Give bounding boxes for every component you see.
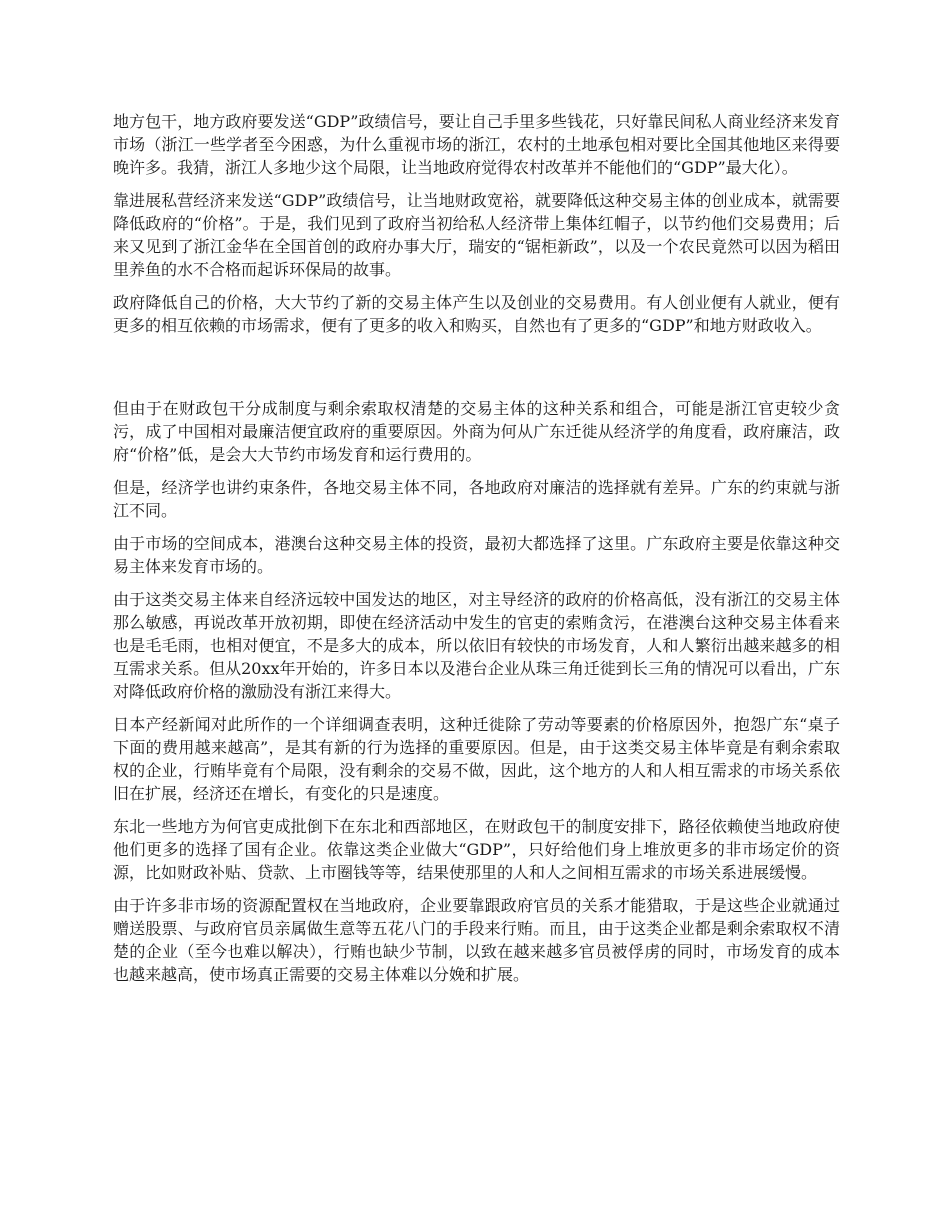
- paragraph-1: 地方包干，地方政府要发送“GDP”政绩信号，要让自己手里多些钱花，只好靠民间私人商业经济来发育市场（浙江一些学者至今困惑，为什么重视市场的浙江，农村的土地承包相对要比全国其他地区来得要晚许多。我猜，浙江人多地少这个局限，让当地政府觉得农村改革并不能他们的“GDP”最大化）。: [113, 112, 840, 177]
- paragraph-10: 由于许多非市场的资源配置权在当地政府，企业要靠跟政府官员的关系才能猎取，于是这些企业就通过赠送股票、与政府官员亲属做生意等五花八门的手段来行贿。而且，由于这类企业都是剩余索取权不清楚的企业（至今也难以解决），行贿也缺少节制，以致在越来越多官员被俘虏的同时，市场发育的成本也越来越高，使市场真正需要的交易主体难以分娩和扩展。: [113, 896, 840, 984]
- paragraph-9: 东北一些地方为何官吏成批倒下在东北和西部地区，在财政包干的制度安排下，路径依赖使当地政府使他们更多的选择了国有企业。依靠这类企业做大“GDP”，只好给他们身上堆放更多的非市场定价的资源，比如财政补贴、贷款、上市圈钱等等，结果使那里的人和人之间相互需求的市场关系进展缓慢。: [113, 817, 840, 882]
- paragraph-8: 日本产经新闻对此所作的一个详细调查表明，这种迁徙除了劳动等要素的价格原因外，抱怨广东“桌子下面的费用越来越高”，是其有新的行为选择的重要原因。但是，由于这类交易主体毕竟是有剩余索取权的企业，行贿毕竟有个局限，没有剩余的交易不做，因此，这个地方的人和人相互需求的市场关系依旧在扩展，经济还在增长，有变化的只是速度。: [113, 715, 840, 803]
- paragraph-2: 靠进展私营经济来发送“GDP”政绩信号，让当地财政宽裕，就要降低这种交易主体的创业成本，就需要降低政府的“价格”。于是，我们见到了政府当初给私人经济带上集体红帽子，以节约他们交易费用；后来又见到了浙江金华在全国首创的政府办事大厅，瑞安的“锯柜新政”，以及一个农民竟然可以因为稻田里养鱼的水不合格而起诉环保局的故事。: [113, 191, 840, 279]
- document-page: [113, 110, 840, 996]
- paragraph-3: 政府降低自己的价格，大大节约了新的交易主体产生以及创业的交易费用。有人创业便有人就业，便有更多的相互依赖的市场需求，便有了更多的收入和购买，自然也有了更多的“GDP”和地方财政收入。: [113, 293, 840, 335]
- paragraph-7: 由于这类交易主体来自经济远较中国发达的地区，对主导经济的政府的价格高低，没有浙江的交易主体那么敏感，再说改革开放初期，即使在经济活动中发生的官吏的索贿贪污，在港澳台这种交易主体看来也是毛毛雨，也相对便宜，不是多大的成本，所以依旧有较快的市场发育，人和人繁衍出越来越多的相互需求关系。但从20xx年开始的，许多日本以及港台企业从珠三角迁徙到长三角的情况可以看出，广东对降低政府价格的激励没有浙江来得大。: [113, 590, 840, 701]
- paragraph-5: 但是，经济学也讲约束条件，各地交易主体不同，各地政府对廉洁的选择就有差异。广东的约束就与浙江不同。: [113, 478, 840, 520]
- section-spacer: [113, 347, 840, 397]
- paragraph-4: 但由于在财政包干分成制度与剩余索取权清楚的交易主体的这种关系和组合，可能是浙江官吏较少贪污，成了中国相对最廉洁便宜政府的重要原因。外商为何从广东迁徙从经济学的角度看，政府廉洁，政府“价格”低，是会大大节约市场发育和运行费用的。: [113, 399, 840, 464]
- paragraph-6: 由于市场的空间成本，港澳台这种交易主体的投资，最初大都选择了这里。广东政府主要是依靠这种交易主体来发育市场的。: [113, 534, 840, 576]
